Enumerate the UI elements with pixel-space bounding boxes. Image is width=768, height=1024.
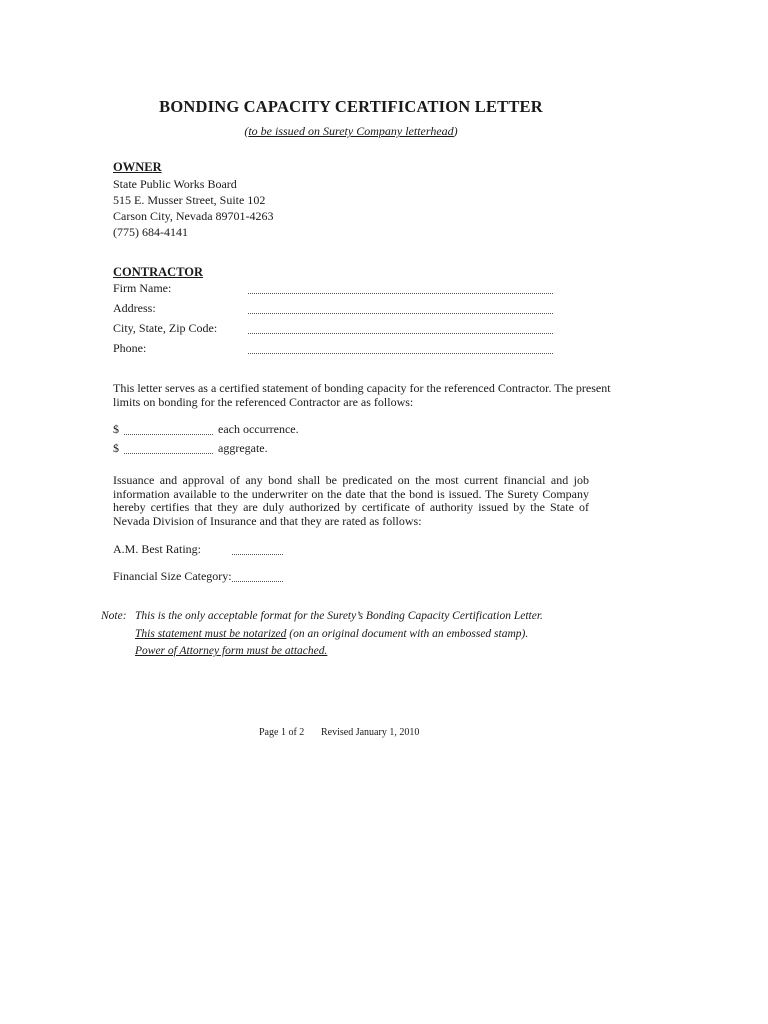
firm-name-field[interactable] <box>248 292 553 294</box>
firm-name-label: Firm Name: <box>113 281 172 295</box>
each-occurrence-label: each occurrence. <box>218 422 299 436</box>
page-number: Page 1 of 2 <box>259 727 305 738</box>
intro-line-2: limits on bonding for the referenced Contractor are as follows: <box>113 395 414 409</box>
owner-line: 515 E. Musser Street, Suite 102 <box>113 193 266 207</box>
each-occurrence-amount-field[interactable] <box>124 433 213 435</box>
address-field[interactable] <box>248 312 553 314</box>
subtitle-open-paren: ( <box>244 124 249 138</box>
owner-line: (775) 684-4141 <box>113 225 188 239</box>
aggregate-label: aggregate. <box>218 441 268 455</box>
document-title: BONDING CAPACITY CERTIFICATION LETTER <box>159 97 543 116</box>
note-line-2-rest: (on an original document with an embossed stamp). <box>286 628 529 640</box>
document-subtitle <box>0 124 702 139</box>
phone-label: Phone: <box>113 341 147 355</box>
intro-line-1: This letter serves as a certified statement of bonding capacity for the referenced Contractor. The present <box>113 381 611 395</box>
contractor-heading: CONTRACTOR <box>113 265 204 279</box>
city-state-zip-field[interactable] <box>248 332 553 334</box>
dollar-sign: $ <box>113 441 119 455</box>
subtitle-text: to be issued on Surety Company letterhead <box>248 124 454 138</box>
aggregate-amount-field[interactable] <box>124 452 213 454</box>
address-label: Address: <box>113 301 156 315</box>
note-label: Note: <box>101 610 127 622</box>
notarized-requirement: This statement must be notarized <box>135 628 287 640</box>
note-line-3: Power of Attorney form must be attached. <box>135 645 328 657</box>
issuance-paragraph: Issuance and approval of any bond shall be predicated on the most current financial and job information available to the underwriter on the date that the bond is issued. The Surety Company hereby certifies that they are duly authorized by certificate of authority issued by the State of Nevada Division of Insurance and that they are rated as follows: <box>113 473 589 528</box>
financial-size-category-label: Financial Size Category: <box>113 569 232 583</box>
am-best-rating-label: A.M. Best Rating: <box>113 542 202 556</box>
owner-line: Carson City, Nevada 89701-4263 <box>113 209 274 223</box>
am-best-rating-field[interactable] <box>232 553 283 555</box>
owner-heading: OWNER <box>113 160 162 174</box>
dollar-sign: $ <box>113 422 119 436</box>
owner-line: State Public Works Board <box>113 177 237 191</box>
city-state-zip-label: City, State, Zip Code: <box>113 321 218 335</box>
note-line-2 <box>135 628 528 640</box>
phone-field[interactable] <box>248 352 553 354</box>
subtitle-close-paren: ) <box>453 124 458 138</box>
revision-date: Revised January 1, 2010 <box>321 727 420 738</box>
financial-size-category-field[interactable] <box>232 580 283 582</box>
note-line-1: This is the only acceptable format for the Surety’s Bonding Capacity Certification Letter. <box>135 610 543 622</box>
